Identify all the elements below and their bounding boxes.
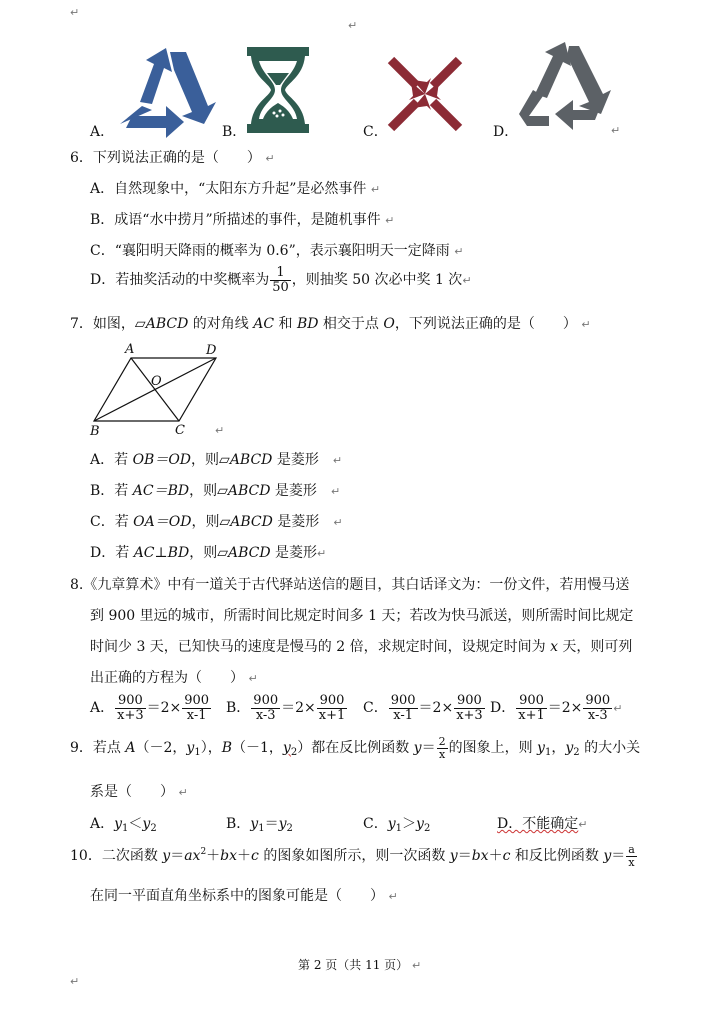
vertex-label-o: O — [151, 374, 162, 389]
q10-stem: 10．二次函数 $y=ax^2+bx+c$ 的图象如图所示，则一次函数 y＝bx＋c 和反比例函数 y＝ $\frac{a}{x}$ — [70, 843, 635, 869]
paragraph-mark: ↵ — [70, 6, 80, 19]
hourglass-icon — [245, 47, 311, 133]
q6-stem: 6．下列说法正确的是（ ） ↵ — [70, 150, 275, 166]
q8-line-3: 时间少 3 天，已知快马的速度是慢马的 2 倍，求规定时间，设规定时间为 x 天，则可列 — [90, 639, 633, 655]
q7-option-d[interactable]: D．若 AC⊥BD，则▱ABCD 是菱形↵ — [90, 545, 327, 561]
q5-option-a[interactable]: A． — [90, 124, 115, 140]
q8-option-b[interactable]: B． $\frac{900}{x-3}$ ＝2× $\frac{900}{x+1}$ — [226, 693, 346, 723]
paragraph-mark: ↵ — [611, 124, 621, 137]
q7-option-b[interactable]: B．若 AC＝BD，则▱ABCD 是菱形 ↵ — [90, 483, 341, 499]
q6-option-d[interactable]: D．若抽奖活动的中奖概率为 $\frac{1}{50}$ ，则抽奖 50 次必中奖 1 次↵ — [90, 265, 472, 295]
q5-option-c[interactable]: C． — [363, 124, 388, 140]
q9-option-b[interactable]: B．$y_1=y_2$ — [226, 816, 293, 834]
q7-stem: 7．如图，▱ABCD 的对角线 AC 和 BD 相交于点 O，下列说法正确的是（ ） ↵ — [70, 316, 591, 332]
q9-option-d[interactable]: D．不能确定↵ — [497, 816, 588, 832]
q9-option-a[interactable]: A．$y_1<y_2$ — [90, 816, 157, 834]
vertex-label-a: A — [125, 342, 135, 357]
vertex-label-b: B — [90, 424, 100, 439]
q9-stem: 9．若点 A（－2，$y_1$），B（－1，$y_2$）都在反比例函数 y＝ $\frac{2}{x}$ 的图象上，则 $y_1$，$y_2$ 的大小关 — [70, 735, 641, 761]
page-footer: 第 2 页（共 11 页） ↵ — [298, 958, 422, 972]
q7-option-a[interactable]: A．若 OB＝OD，则▱ABCD 是菱形 ↵ — [90, 452, 343, 468]
q8-option-a[interactable]: A． $\frac{900}{x+3}$ ＝2× $\frac{900}{x-1}$ — [90, 693, 210, 723]
q9-option-c[interactable]: C．$y_1>y_2$ — [363, 816, 431, 834]
recycle-triangle-icon — [112, 44, 214, 132]
q9-line-2: 系是（ ） ↵ — [90, 784, 188, 800]
q7-option-c[interactable]: C．若 OA＝OD，则▱ABCD 是菱形 ↵ — [90, 514, 343, 530]
paragraph-mark: ↵ — [70, 975, 80, 988]
vertex-label-d: D — [206, 343, 217, 358]
vertex-label-c: C — [175, 423, 185, 438]
parallelogram-figure — [88, 342, 228, 438]
paragraph-mark: ↵ — [215, 424, 225, 437]
q6-option-c[interactable]: C．“襄阳明天降雨的概率为 0.6”，表示襄阳明天一定降雨 ↵ — [90, 243, 464, 259]
fraction: $\frac{1}{50}$ — [272, 265, 289, 295]
q5-option-b[interactable]: B． — [222, 124, 247, 140]
recycle-triangle-gray-icon — [515, 40, 609, 132]
q5-option-d[interactable]: D． — [493, 124, 519, 140]
q8-line-2: 到 900 里远的城市，所需时间比规定时间多 1 天；若改为快马派送，则所需时间比规定 — [90, 608, 634, 624]
q8-line-1: 8.《九章算术》中有一道关于古代驿站送信的题目，其白话译文为：一份文件，若用慢马送 — [70, 577, 630, 593]
q8-line-4: 出正确的方程为（ ） ↵ — [90, 670, 258, 686]
crossed-arrows-icon — [387, 56, 463, 132]
q10-line-2: 在同一平面直角坐标系中的图象可能是（ ） ↵ — [90, 888, 398, 904]
q8-option-c[interactable]: C． $\frac{900}{x-1}$ ＝2× $\frac{900}{x+3}$ — [363, 693, 483, 723]
q6-option-a[interactable]: A．自然现象中，“太阳东方升起”是必然事件 ↵ — [90, 181, 381, 197]
q6-option-b[interactable]: B．成语“水中捞月”所描述的事件，是随机事件 ↵ — [90, 212, 395, 228]
paragraph-mark: ↵ — [348, 19, 358, 32]
q8-option-d[interactable]: D． $\frac{900}{x+1}$ ＝2× $\frac{900}{x-3}$ ↵ — [490, 693, 623, 723]
